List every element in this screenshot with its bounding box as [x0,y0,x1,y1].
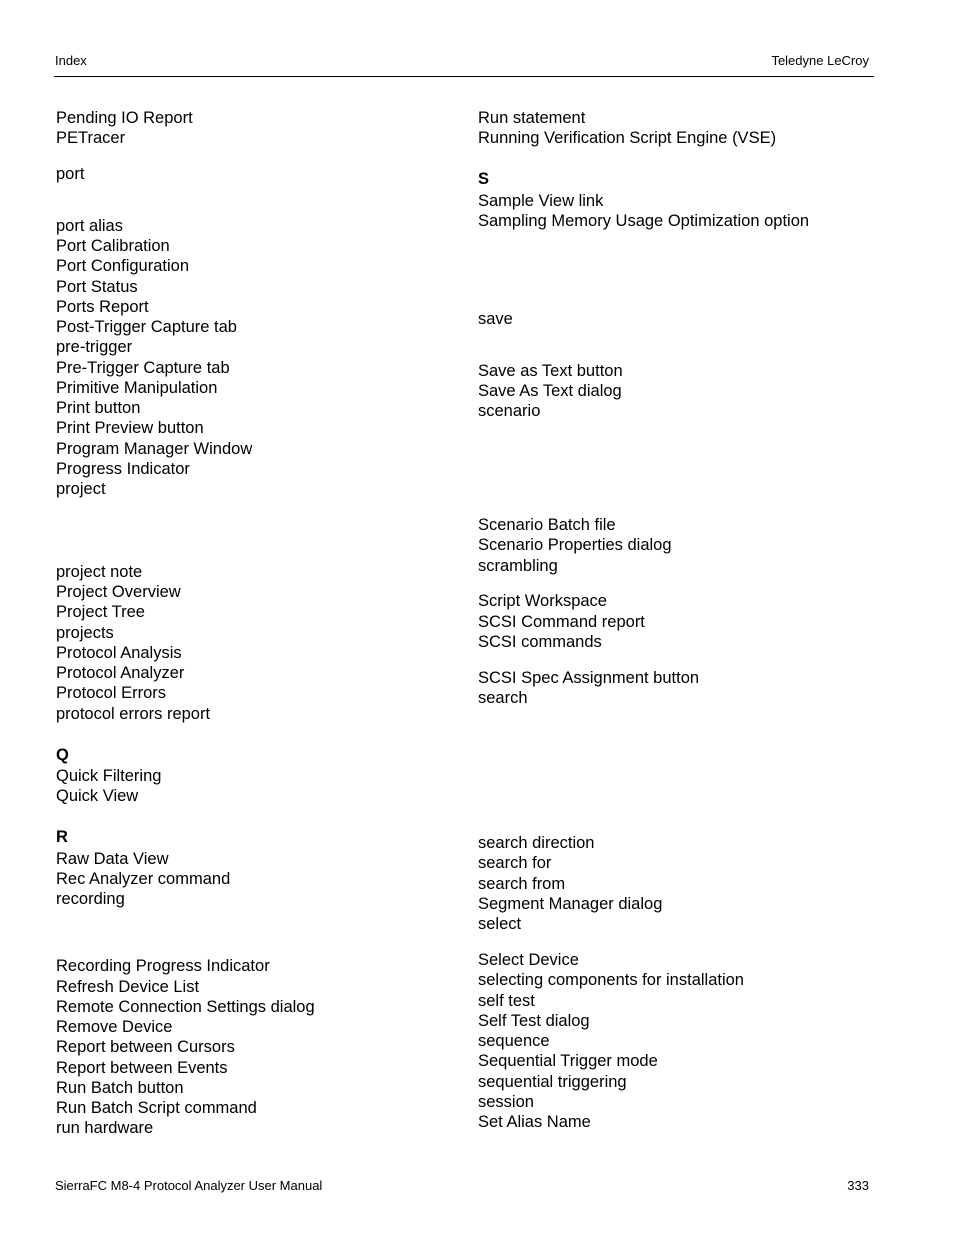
index-entry: Progress Indicator [56,460,190,478]
index-entry: Sampling Memory Usage Optimization option [478,212,810,230]
header-company-name: Teledyne LeCroy [771,53,869,68]
index-entry: Refresh Device List [56,978,200,996]
index-entry: search for [478,854,552,872]
index-entry: Save as Text button [478,362,623,380]
index-entry: port [56,165,85,183]
index-entry: selecting components for installation [478,971,744,989]
index-entry: Run statement [478,109,586,127]
index-entry: session [478,1093,534,1111]
index-entry: Report between Events [56,1059,228,1077]
index-entry: Quick Filtering [56,767,162,785]
index-entry: Rec Analyzer command [56,870,231,888]
index-entry: Self Test dialog [478,1012,590,1030]
footer-page-number: 333 [847,1178,869,1193]
index-letter-heading: R [56,828,68,846]
index-entry: Print button [56,399,141,417]
index-entry: Sample View link [478,192,604,210]
index-entry: protocol errors report [56,705,211,723]
index-entry: Quick View [56,787,139,805]
index-entry: Protocol Analysis [56,644,182,662]
index-entry: Pre-Trigger Capture tab [56,359,230,377]
index-entry: run hardware [56,1119,154,1137]
index-letter-heading: Q [56,746,69,764]
index-entry: save [478,310,513,328]
index-entry: Protocol Errors [56,684,167,702]
index-entry: Sequential Trigger mode [478,1052,658,1070]
index-entry: Run Batch Script command [56,1099,257,1117]
index-entry: Raw Data View [56,850,169,868]
index-entry: recording [56,890,125,908]
index-entry: Running Verification Script Engine (VSE) [478,129,777,147]
index-entry: Script Workspace [478,592,607,610]
index-entry: Remote Connection Settings dialog [56,998,315,1016]
header-section-title: Index [55,53,87,68]
header-divider [54,76,874,77]
index-entry: scrambling [478,557,558,575]
index-letter-heading: S [478,170,490,188]
index-entry: Pending IO Report [56,109,193,127]
index-entry: search from [478,875,566,893]
index-entry: projects [56,624,114,642]
index-entry: Program Manager Window [56,440,253,458]
index-entry: Port Calibration [56,237,170,255]
index-entry: Project Tree [56,603,145,621]
index-entry: Ports Report [56,298,149,316]
index-entry: Print Preview button [56,419,204,437]
index-entry: Run Batch button [56,1079,184,1097]
index-entry: sequential triggering [478,1073,627,1091]
index-entry: self test [478,992,535,1010]
index-entry: Scenario Properties dialog [478,536,672,554]
index-entry: Post-Trigger Capture tab [56,318,237,336]
index-entry: SCSI Command report [478,613,645,631]
index-entry: Scenario Batch file [478,516,616,534]
index-entry: scenario [478,402,541,420]
index-entry: Remove Device [56,1018,173,1036]
index-entry: Segment Manager dialog [478,895,663,913]
index-entry: SCSI Spec Assignment button [478,669,700,687]
index-entry: port alias [56,217,123,235]
index-entry: Primitive Manipulation [56,379,218,397]
index-entry: sequence [478,1032,550,1050]
index-entry: search direction [478,834,595,852]
index-entry: Select Device [478,951,579,969]
index-entry: Set Alias Name [478,1113,591,1131]
index-entry: Port Status [56,278,138,296]
index-entry: Report between Cursors [56,1038,235,1056]
index-entry: pre-trigger [56,338,133,356]
index-entry: PETracer [56,129,126,147]
index-entry: select [478,915,522,933]
index-entry: SCSI commands [478,633,602,651]
footer-manual-title: SierraFC M8-4 Protocol Analyzer User Manual [55,1178,323,1193]
index-entry: project note [56,563,143,581]
index-entry: search [478,689,528,707]
index-entry: Project Overview [56,583,181,601]
index-entry: Port Configuration [56,257,189,275]
index-entry: project [56,480,106,498]
index-entry: Protocol Analyzer [56,664,185,682]
index-entry: Save As Text dialog [478,382,622,400]
index-entry: Recording Progress Indicator [56,957,270,975]
